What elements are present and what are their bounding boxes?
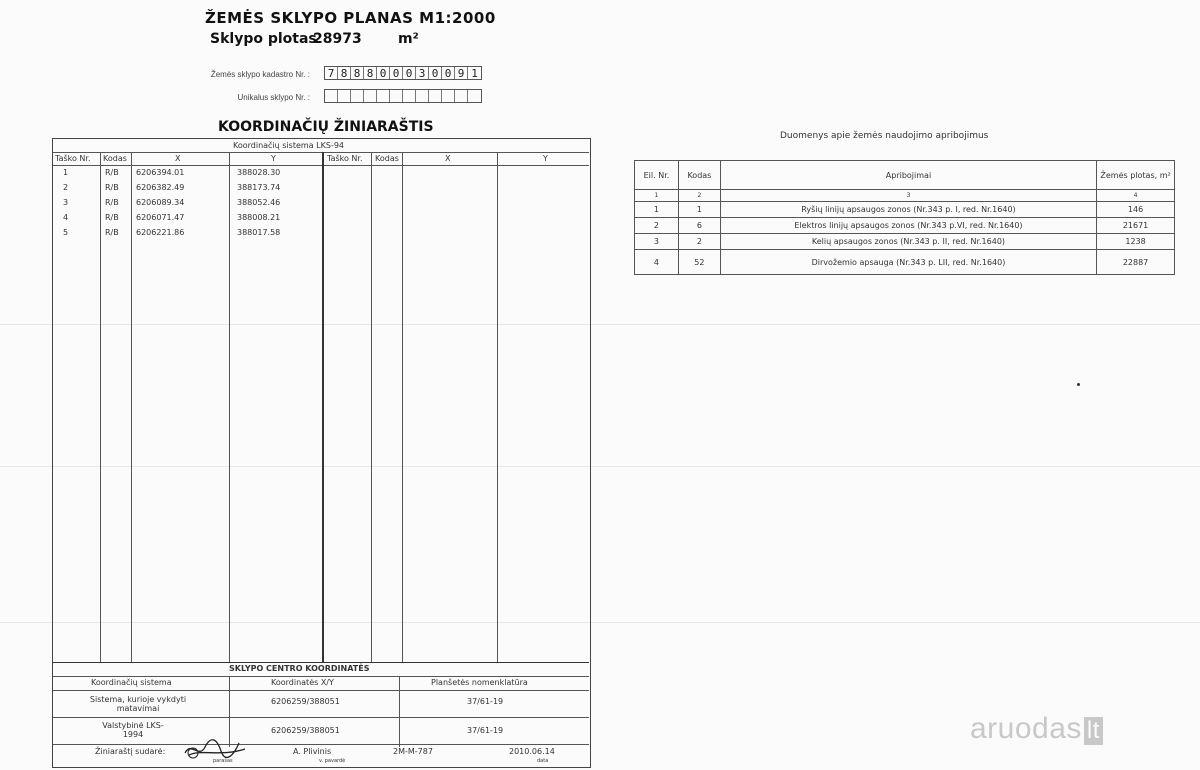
coord-cell-y: 388017.58 — [237, 228, 281, 237]
cadastre-number-boxes — [324, 66, 482, 80]
center-row2-nomenclature: 37/61-19 — [467, 726, 504, 735]
footer-sub-signature: parašas — [213, 758, 233, 764]
coord-cell-point: 5 — [63, 228, 69, 237]
footer-sub-name: v. pavardė — [319, 758, 346, 764]
area-unit: m² — [398, 31, 419, 47]
coord-cell-x: 6206221.86 — [136, 228, 185, 237]
coord-cell-x: 6206089.34 — [136, 198, 185, 207]
center-row1-label: Sistema, kurioje vykdyti matavimai — [89, 695, 187, 713]
center-row1-nomenclature: 37/61-19 — [467, 697, 504, 706]
restriction-cell-code: 1 — [678, 202, 720, 218]
footer-compiled-by: Žiniaraštį sudarė: — [95, 747, 166, 756]
cadastre-digit: 3 — [416, 67, 429, 79]
header-code-2: Kodas — [375, 154, 399, 163]
cadastre-digit: 8 — [351, 67, 364, 79]
header-point-no-2: Taško Nr. — [327, 154, 363, 163]
restriction-cell-desc: Kelių apsaugos zonos (Nr.343 p. II, red. Nr.1640) — [720, 234, 1096, 250]
unique-label: Unikalus sklypo Nr. : — [237, 93, 310, 102]
restrictions-table — [634, 160, 1175, 275]
coord-cell-point: 4 — [63, 213, 69, 222]
cadastre-digit: 8 — [338, 67, 351, 79]
restriction-cell-no: 1 — [635, 202, 679, 218]
restrictions-header-area: Žemės plotas, m² — [1097, 161, 1175, 190]
restriction-cell-area: 22887 — [1097, 250, 1175, 275]
scan-speck — [1077, 383, 1080, 386]
restriction-cell-area: 21671 — [1097, 218, 1175, 234]
restriction-cell-area: 1238 — [1097, 234, 1175, 250]
coord-cell-y: 388028.30 — [237, 168, 281, 177]
footer-sub-date: data — [537, 758, 549, 764]
coord-cell-point: 2 — [63, 183, 69, 192]
header-code: Kodas — [103, 154, 127, 163]
restriction-cell-code: 52 — [678, 250, 720, 275]
restriction-cell-desc: Elektros linijų apsaugos zonos (Nr.343 p.VI, red. Nr.1640) — [720, 218, 1096, 234]
cadastre-digit: 0 — [442, 67, 455, 79]
restriction-cell-no: 2 — [635, 218, 679, 234]
coord-cell-code: R/B — [105, 183, 119, 192]
cadastre-digit: 1 — [471, 67, 478, 80]
restrictions-header-desc: Apribojimai — [720, 161, 1096, 190]
restriction-cell-code: 2 — [678, 234, 720, 250]
index-cell: 4 — [1097, 190, 1175, 202]
index-cell: 3 — [720, 190, 1096, 202]
cadastre-label: Žemės sklypo kadastro Nr. : — [210, 70, 310, 79]
restriction-row — [635, 250, 1175, 275]
header-x-2: X — [445, 154, 451, 163]
cadastre-digit: 0 — [377, 67, 390, 79]
cadastre-digit: 0 — [429, 67, 442, 79]
center-col-system: Koordinačių sistema — [91, 678, 172, 687]
coord-cell-code: R/B — [105, 198, 119, 207]
header-y-2: Y — [543, 154, 548, 163]
watermark-suffix: lt — [1084, 717, 1103, 745]
center-col-nomenclature: Planšetės nomenklatūra — [431, 678, 528, 687]
coord-cell-point: 1 — [63, 168, 69, 177]
coord-cell-y: 388008.21 — [237, 213, 281, 222]
plan-title: ŽEMĖS SKLYPO PLANAS M1:2000 — [205, 9, 496, 27]
cadastre-digit: 8 — [364, 67, 377, 79]
header-point-no: Taško Nr. — [55, 154, 91, 163]
watermark-logo — [970, 712, 1103, 746]
restriction-cell-area: 146 — [1097, 202, 1175, 218]
coord-cell-code: R/B — [105, 213, 119, 222]
footer-license: 2M-M-787 — [393, 747, 433, 756]
restriction-row — [635, 218, 1175, 234]
coord-cell-code: R/B — [105, 228, 119, 237]
header-x: X — [175, 154, 181, 163]
footer-date: 2010.06.14 — [509, 747, 555, 756]
restrictions-header-no: Eil. Nr. — [635, 161, 679, 190]
area-line — [210, 31, 419, 47]
center-col-xy: Koordinatės X/Y — [271, 678, 334, 687]
center-row1-xy: 6206259/388051 — [271, 697, 340, 706]
index-cell: 1 — [635, 190, 679, 202]
restriction-cell-no: 3 — [635, 234, 679, 250]
index-cell: 2 — [678, 190, 720, 202]
restriction-row — [635, 234, 1175, 250]
restrictions-header-code: Kodas — [678, 161, 720, 190]
coord-cell-code: R/B — [105, 168, 119, 177]
coord-cell-x: 6206071.47 — [136, 213, 185, 222]
center-row2-xy: 6206259/388051 — [271, 726, 340, 735]
coordinates-frame — [52, 138, 591, 768]
restriction-cell-desc: Dirvožemio apsauga (Nr.343 p. LII, red. Nr.1640) — [720, 250, 1096, 275]
center-coords-title: SKLYPO CENTRO KOORDINATĖS — [229, 664, 370, 673]
restrictions-title: Duomenys apie žemės naudojimo apribojimus — [780, 131, 989, 141]
restriction-cell-code: 6 — [678, 218, 720, 234]
coord-cell-point: 3 — [63, 198, 69, 207]
watermark-text: aruodas — [970, 712, 1082, 745]
footer-name: A. Plivinis — [293, 747, 332, 756]
coord-cell-y: 388173.74 — [237, 183, 281, 192]
cadastre-digit: 7 — [325, 67, 338, 79]
coordinate-system-label: Koordinačių sistema LKS-94 — [233, 141, 344, 150]
center-row2-label: Valstybinė LKS-1994 — [102, 721, 164, 739]
unique-number-boxes — [324, 89, 482, 103]
header-y: Y — [271, 154, 276, 163]
restriction-row — [635, 202, 1175, 218]
cadastre-digit: 9 — [455, 67, 468, 79]
cadastre-digit: 0 — [403, 67, 416, 79]
coordinates-title: KOORDINAČIŲ ŽINIARAŠTIS — [218, 119, 434, 135]
area-label: Sklypo plotas — [210, 31, 317, 47]
area-value: 28973 — [313, 31, 362, 47]
restriction-cell-desc: Ryšių linijų apsaugos zonos (Nr.343 p. I, red. Nr.1640) — [720, 202, 1096, 218]
restriction-cell-no: 4 — [635, 250, 679, 275]
cadastre-digit: 0 — [390, 67, 403, 79]
coord-cell-x: 6206382.49 — [136, 183, 185, 192]
coord-cell-x: 6206394.01 — [136, 168, 185, 177]
coord-cell-y: 388052.46 — [237, 198, 281, 207]
